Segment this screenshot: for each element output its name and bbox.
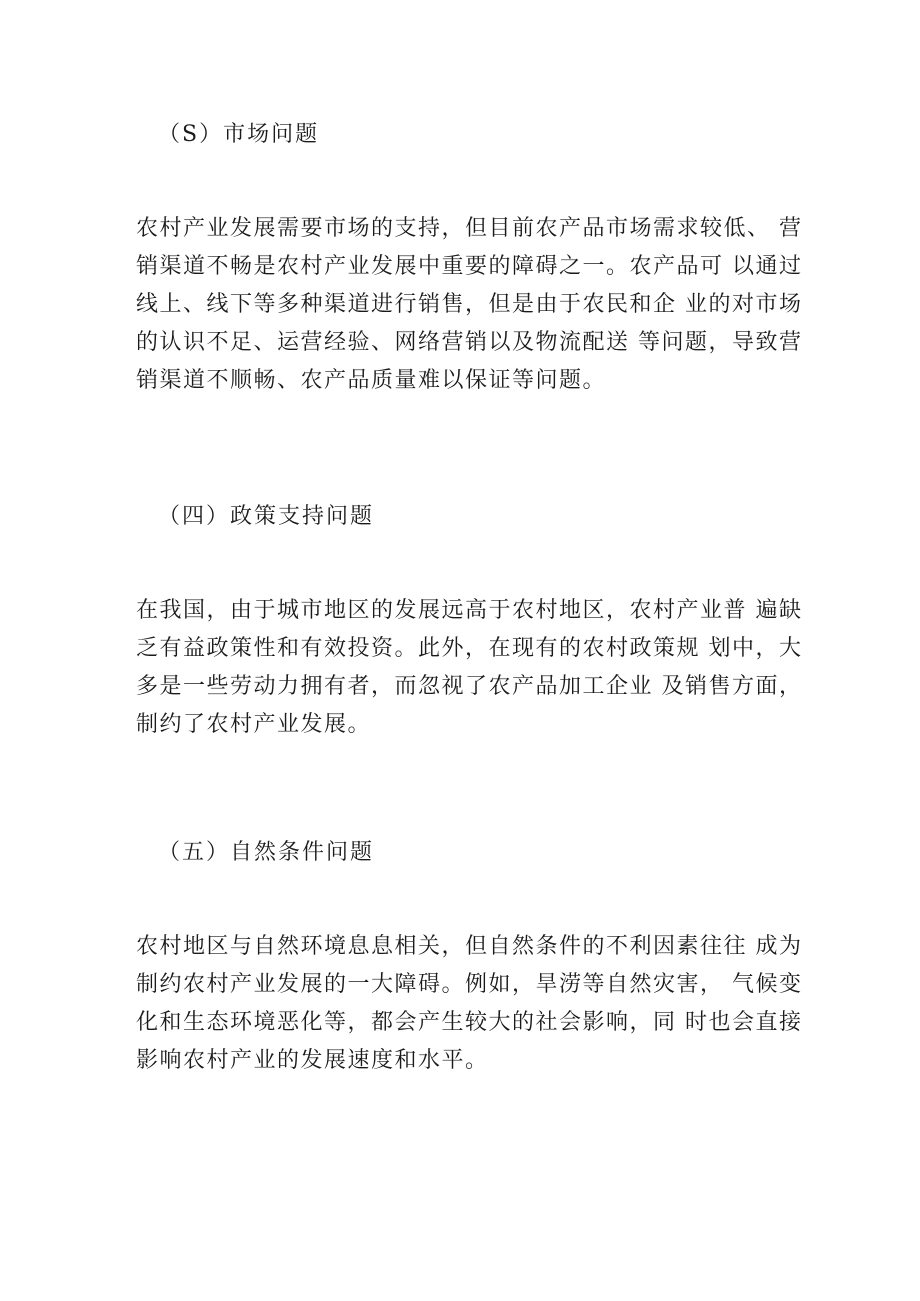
- paragraph-line: 的认识不足、运营经验、网络营销以及物流配送 等问题，导致营: [136, 330, 803, 355]
- section-heading-nature: （五）自然条件问题: [158, 840, 375, 865]
- paragraph-market: [136, 210, 803, 400]
- section-heading-market: （S）市场问题: [158, 122, 320, 147]
- paragraph-line: 制约农村产业发展的一大障碍。例如，旱涝等自然灾害， 气候变: [136, 972, 803, 997]
- paragraph-line: 销渠道不畅是农村产业发展中重要的障碍之一。农产品可 以通过: [136, 254, 803, 279]
- paragraph-line: 农村地区与自然环境息息相关，但自然条件的不利因素往往 成为: [136, 934, 803, 959]
- paragraph-line: 制约了农村产业发展。: [136, 712, 372, 737]
- paragraph-line: 销渠道不顺畅、农产品质量难以保证等问题。: [136, 368, 607, 393]
- paragraph-line: 农村产业发展需要市场的支持，但目前农产品市场需求较低、 营: [136, 216, 803, 241]
- paragraph-line: 线上、线下等多种渠道进行销售，但是由于农民和企 业的对市场: [136, 292, 803, 317]
- paragraph-line: 化和生态环境恶化等，都会产生较大的社会影响，同 时也会直接: [136, 1010, 803, 1035]
- paragraph-policy: [136, 592, 803, 744]
- section-heading-policy: （四）政策支持问题: [158, 504, 375, 529]
- paragraph-line: 多是一些劳动力拥有者，而忽视了农产品加工企业 及销售方面，: [136, 674, 803, 699]
- paragraph-line: 乏有益政策性和有效投资。此外，在现有的农村政策规 划中，大: [136, 636, 803, 661]
- paragraph-nature: [136, 928, 803, 1080]
- paragraph-line: 在我国，由于城市地区的发展远高于农村地区，农村产业普 遍缺: [136, 598, 803, 623]
- paragraph-line: 影响农村产业的发展速度和水平。: [136, 1048, 489, 1073]
